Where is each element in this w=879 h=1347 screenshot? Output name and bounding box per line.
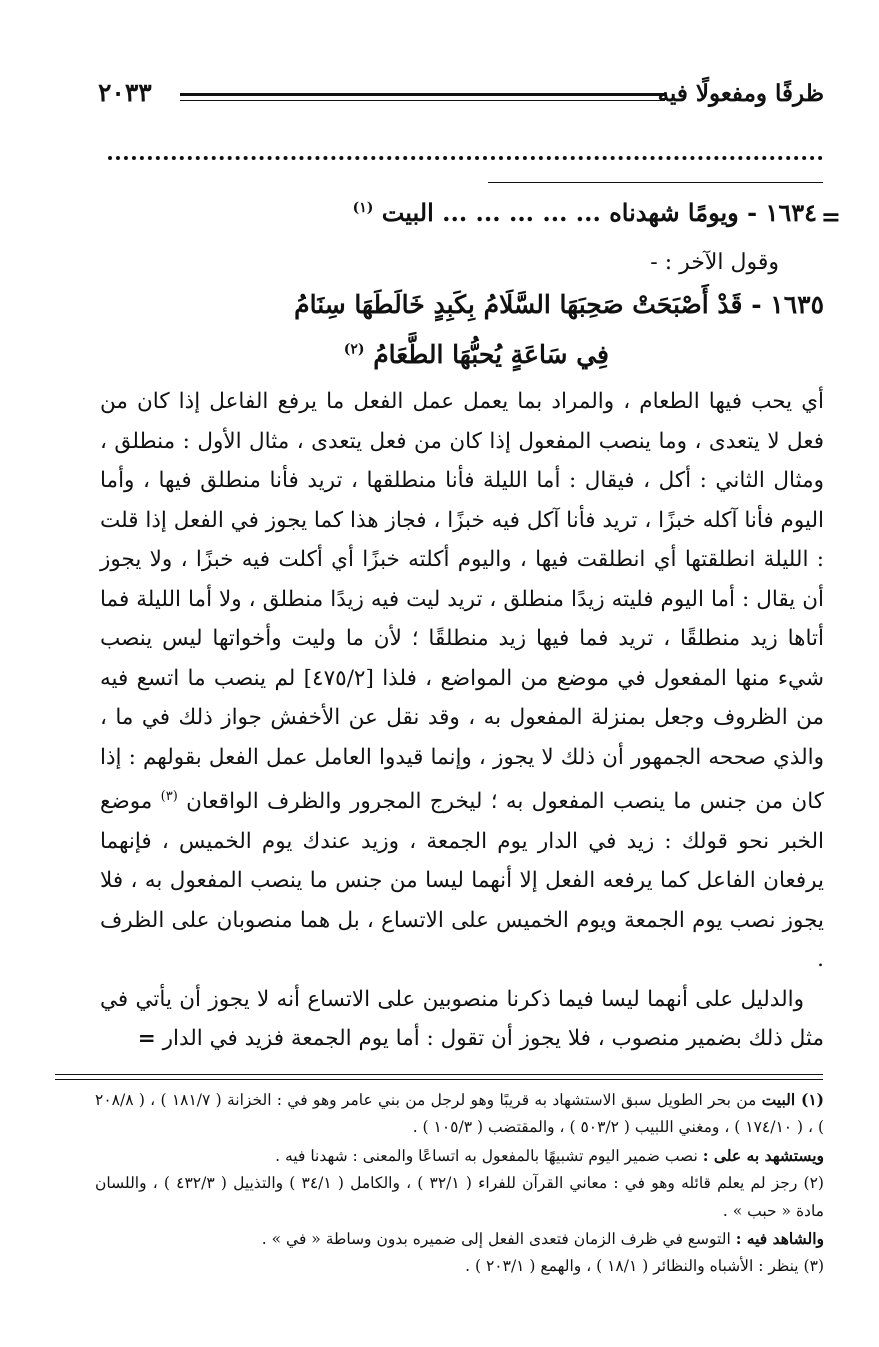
footnote-1 <box>95 1086 824 1142</box>
paragraph-1-text-b: موضع الخبر نحو قولك : زيد في الدار يوم الجمعة ، وزيد عندك يوم الخميس ، فإنهما يرفعان الفاعل كما يرفعه الفعل إلا أنهما ليسا من جنس ما ينصب المفعول به ، فلا يجوز نصب يوم الجمعة ويوم الخميس على الاتساع ، بل هما منصوبان على الظرف . <box>100 789 824 973</box>
footnote-2: (٢) رجز لم يعلم قائله وهو في : معاني القرآن للفراء ( ٣٢/١ ) ، والكامل ( ٣٤/١ ) والتذييل ( ٤٣٢/٣ ) ، واللسان مادة « حبب » . <box>95 1174 824 1220</box>
footnote-1-shahid-label: ويستشهد به على : <box>702 1145 824 1165</box>
verse-1634-text: ١٦٣٤ - ويومًا شهدناه ... ... ... ... ... البيت <box>381 198 817 227</box>
footnote-ref-3: (٣) <box>160 789 178 804</box>
footnote-3: (٣) ينظر : الأشباه والنظائر ( ١٨/١ ) ، والهمع ( ٢٠٣/١ ) . <box>465 1257 824 1276</box>
footnote-ref-2: (٢) <box>343 341 365 358</box>
main-text <box>100 382 824 1059</box>
paragraph-2-text: والدليل على أنهما ليسا فيما ذكرنا منصوبين على الاتساع أنه لا يجوز أن يأتي في مثل ذلك بضمير منصوب ، فلا يجوز أن تقول : أما يوم الجمعة فزيد في الدار <box>100 986 824 1052</box>
footnote-ref-1: (١) <box>352 200 374 216</box>
footnote-2-shahid-label: والشاهد فيه : <box>735 1229 824 1249</box>
footnote-1-label: (١) البيت <box>761 1090 824 1109</box>
continuation-mark-start: = <box>820 202 841 231</box>
paragraph-1 <box>100 382 824 980</box>
verse-1635-line2 <box>344 340 609 369</box>
footnote-2-shahid <box>95 1225 824 1253</box>
section-rule <box>488 182 823 183</box>
footnote-rule-thin <box>55 1079 823 1080</box>
footnote-2-shahid-text: التوسع في ظرف الزمان فتعدى الفعل إلى ضميره بدون وساطة « في » . <box>261 1230 731 1249</box>
footnote-1-shahid-text: نصب ضمير اليوم تشبيهًا بالمفعول به اتساعًا والمعنى : شهدنا فيه . <box>275 1146 698 1165</box>
footnote-1-text: من بحر الطويل سبق الاستشهاد به قريبًا وهو لرجل من بني عامر وهو في : الخزانة ( ١٨١/٧ ) ، ( ٢٠٨/٨ ) ، ( ١٧٤/١٠ ) ، ومغني اللبيب ( ٥٠٣/٢ ) ، والمقتضب ( ١٠٥/٣ ) . <box>95 1091 824 1137</box>
header-rule-thin <box>180 100 665 101</box>
running-header-title: ظرفًا ومفعولًا فيه <box>657 80 824 107</box>
verse-1635-line2-text: فِي سَاعَةٍ يُحبُّهَا الطَّعَامُ <box>373 340 609 369</box>
footnote-1-shahid <box>95 1142 824 1170</box>
header-rule <box>180 93 665 96</box>
page-number: ٢٠٣٣ <box>98 78 152 107</box>
footnotes <box>95 1086 824 1281</box>
verse-intro: وقول الآخر : - <box>650 250 779 275</box>
verse-1634 <box>353 198 817 227</box>
dotted-separator <box>108 156 823 160</box>
paragraph-2 <box>100 980 824 1059</box>
continuation-mark-end: = <box>137 1026 156 1052</box>
verse-1635-line1: ١٦٣٥ - قَدْ أَصْبَحَتْ صَحِبَهَا السَّلَامُ بِكَبِدٍ خَالَطَهَا سِنَامُ <box>294 290 824 319</box>
paragraph-1-text-a: أي يحب فيها الطعام ، والمراد بما يعمل عمل الفعل ما يرفع الفاعل إذا كان من فعل لا يتعدى ، وما ينصب المفعول إذا كان من فعل يتعدى ، مثال الأول : منطلق ، ومثال الثاني : أكل ، فيقال : أما الليلة فأنا منطلقها ، تريد فأنا منطلق فيها ، وأما اليوم فأنا آكله خبزًا ، تريد فأنا آكل فيه خبزًا ، فجاز هذا كما يجوز في الفعل إذا قلت : الليلة انطلقتها أي انطلقت فيها ، واليوم أكلته خبزًا أي أكلت فيه خبزًا ، ولا يجوز أن يقال : أما اليوم فليته زيدًا منطلق ، تريد ليت فيه زيدًا منطلق ، ولا أما الليلة فما أتاها زيد منطلقًا ، تريد فما فيها زيد منطلقًا ؛ لأن ما وليت وأخواتها ليس ينصب شيء منها المفعول في موضع من المواضع ، فلذا [٤٧٥/٢] لم ينصب ما اتسع فيه من الظروف وجعل بمنزلة المفعول به ، وقد نقل عن الأخفش جواز ذلك في ما ، والذي صححه الجمهور أن ذلك لا يجوز ، وإنما قيدوا العامل عمل الفعل بقولهم : إذا كان من جنس ما ينصب المفعول به ؛ ليخرج المجرور والظرف الواقعان <box>100 389 824 815</box>
footnote-rule <box>55 1074 823 1075</box>
